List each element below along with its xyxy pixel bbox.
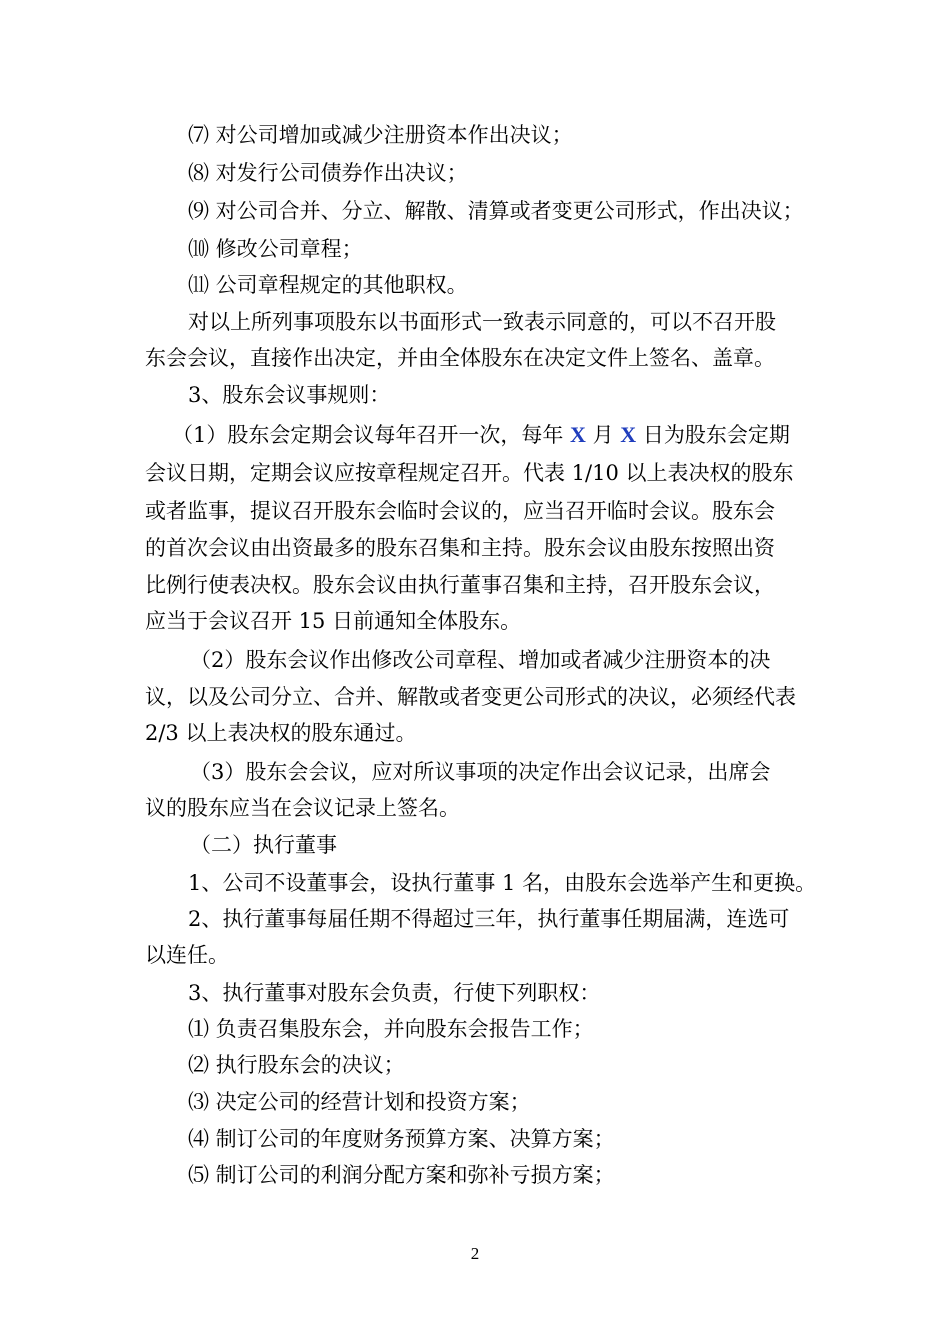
list-item-9: ⑼ 对公司合并、分立、解散、清算或者变更公司形式，作出决议；: [188, 199, 804, 223]
placeholder-month: X: [570, 422, 586, 447]
list-item-1: ⑴ 负责召集股东会，并向股东会报告工作；: [188, 1017, 594, 1041]
rule-1-text-c: 日为股东会定期: [636, 423, 790, 447]
list-item-2: ⑵ 执行股东会的决议；: [188, 1053, 405, 1077]
paragraph-line: 以连任。: [145, 943, 229, 967]
rule-1-text-a: （1）股东会定期会议每年召开一次，每年: [172, 423, 571, 447]
list-item-10: ⑽ 修改公司章程；: [188, 237, 363, 261]
paragraph-line: 1、公司不设董事会，设执行董事 1 名，由股东会选举产生和更换。: [188, 871, 817, 895]
paragraph-line: 议的股东应当在会议记录上签名。: [145, 796, 460, 820]
list-item-8: ⑻ 对发行公司债券作出决议；: [188, 161, 468, 185]
list-item-5: ⑸ 制订公司的利润分配方案和弥补亏损方案；: [188, 1163, 615, 1187]
list-item-4: ⑷ 制订公司的年度财务预算方案、决算方案；: [188, 1127, 615, 1151]
paragraph-line: 的首次会议由出资最多的股东召集和主持。股东会议由股东按照出资: [145, 536, 775, 560]
paragraph-line: 应当于会议召开 15 日前通知全体股东。: [145, 609, 522, 633]
rule-1-text-b: 月: [585, 423, 621, 447]
list-item-7: ⑺ 对公司增加或减少注册资本作出决议；: [188, 123, 573, 147]
list-item-3: ⑶ 决定公司的经营计划和投资方案；: [188, 1090, 531, 1114]
section-heading: 3、股东会议事规则：: [188, 383, 391, 407]
placeholder-day: X: [620, 422, 637, 447]
section-heading: （二）执行董事: [190, 833, 337, 857]
paragraph-line: 2、执行董事每届任期不得超过三年，执行董事任期届满，连选可: [188, 907, 790, 931]
list-item-11: ⑾ 公司章程规定的其他职权。: [188, 273, 468, 297]
paragraph-line: （3）股东会会议，应对所议事项的决定作出会议记录，出席会: [190, 760, 771, 784]
paragraph-line: 2/3 以上表决权的股东通过。: [145, 721, 417, 745]
paragraph-line: 东会会议，直接作出决定，并由全体股东在决定文件上签名、盖章。: [145, 346, 775, 370]
paragraph-line: 对以上所列事项股东以书面形式一致表示同意的，可以不召开股: [188, 310, 776, 334]
paragraph-line: 比例行使表决权。股东会议由执行董事召集和主持，召开股东会议，: [145, 573, 775, 597]
paragraph-line: 会议日期，定期会议应按章程规定召开。代表 1/10 以上表决权的股东: [145, 461, 794, 485]
page-number: 2: [470, 1244, 480, 1263]
rule-1-first-line: [172, 420, 790, 450]
paragraph-line: （2）股东会议作出修改公司章程、增加或者减少注册资本的决: [190, 648, 771, 672]
paragraph-line: 或者监事，提议召开股东会临时会议的，应当召开临时会议。股东会: [145, 499, 775, 523]
paragraph-line: 3、执行董事对股东会负责，行使下列职权：: [188, 981, 601, 1005]
paragraph-line: 议，以及公司分立、合并、解散或者变更公司形式的决议，必须经代表: [145, 685, 796, 709]
